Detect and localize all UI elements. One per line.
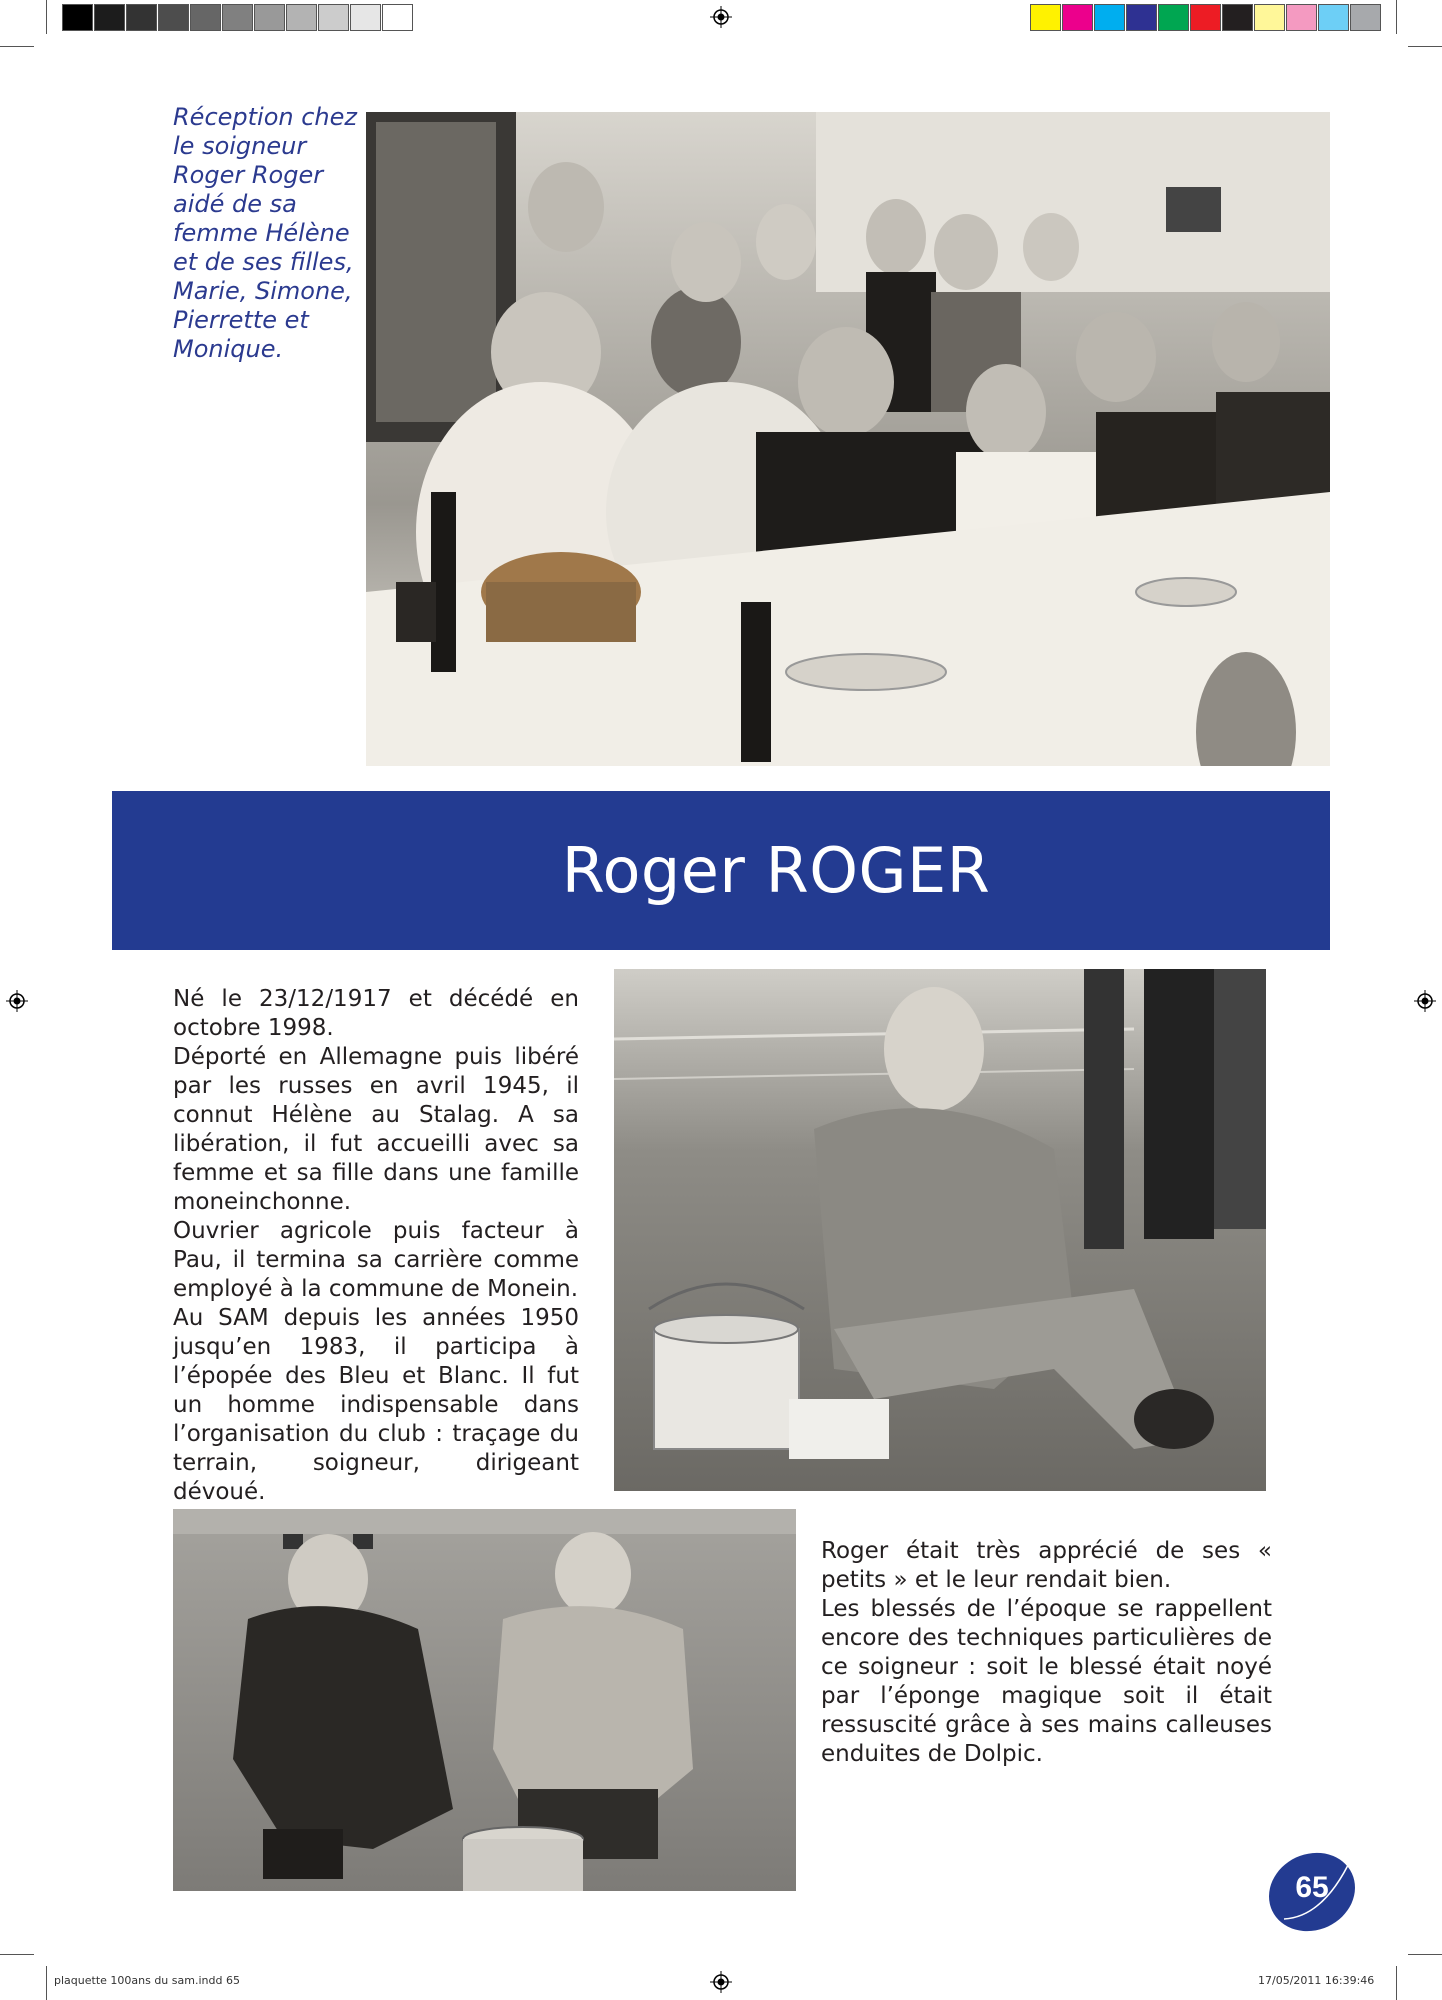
- gray-swatch: [94, 4, 125, 31]
- color-swatch: [1062, 4, 1093, 31]
- reception-group-photo: [366, 112, 1330, 766]
- gray-swatch: [158, 4, 189, 31]
- crop-mark: [1408, 46, 1442, 47]
- paragraph: Déporté en Allemagne puis libéré par les russes en avril 1945, il connut Hélène au Stalag. A sa libération, il fut accueilli avec sa femme et sa fille dans une famille moneinchonne.: [173, 1044, 579, 1215]
- gray-swatch: [222, 4, 253, 31]
- footer-timestamp: 17/05/2011 16:39:46: [1258, 1974, 1375, 1987]
- page-number: 65: [1295, 1871, 1329, 1904]
- seated-trainer-photo: [614, 969, 1266, 1491]
- page-number-badge: [1264, 1847, 1360, 1933]
- caption-line: Pierrette et: [173, 306, 309, 334]
- paragraph: Roger était très apprécié de ses « petits » et le leur rendait bien.: [821, 1538, 1272, 1593]
- color-swatch: [1094, 4, 1125, 31]
- crop-mark: [1396, 0, 1397, 34]
- registration-mark-icon: [1414, 990, 1436, 1012]
- crop-mark: [0, 1954, 34, 1955]
- gray-swatch: [350, 4, 381, 31]
- photo-caption: [173, 103, 363, 364]
- caption-line: le soigneur: [173, 132, 307, 160]
- crop-mark: [1396, 1966, 1397, 2000]
- gray-swatch: [318, 4, 349, 31]
- paragraph: Ouvrier agricole puis facteur à Pau, il termina sa carrière comme employé à la commune de Monein.: [173, 1218, 579, 1302]
- caption-line: Roger Roger: [173, 161, 324, 189]
- anecdote-text: [821, 1537, 1272, 1769]
- crop-mark: [0, 46, 34, 47]
- crop-mark: [1408, 1954, 1442, 1955]
- gray-swatch: [62, 4, 93, 31]
- caption-line: Réception chez: [173, 103, 358, 131]
- caption-line: et de ses filles,: [173, 248, 354, 276]
- registration-mark-icon: [710, 1971, 732, 1993]
- color-swatch: [1350, 4, 1381, 31]
- color-swatch: [1190, 4, 1221, 31]
- gray-swatch: [286, 4, 317, 31]
- color-swatch: [1254, 4, 1285, 31]
- crouching-men-photo: [173, 1509, 796, 1891]
- color-swatch: [1222, 4, 1253, 31]
- gray-swatch: [126, 4, 157, 31]
- caption-line: aidé de sa: [173, 190, 297, 218]
- color-swatch: [1126, 4, 1157, 31]
- biography-text: [173, 985, 579, 1507]
- color-swatch: [1030, 4, 1061, 31]
- registration-mark-icon: [710, 6, 732, 28]
- paragraph: Les blessés de l’époque se rappellent encore des techniques particulières de ce soigneur : soit le blessé était noyé par l’éponge magique soit il était ressuscité grâce à ses mains calleuses enduites de Dolpic.: [821, 1596, 1272, 1767]
- gray-swatch: [382, 4, 413, 31]
- color-swatch: [1318, 4, 1349, 31]
- registration-mark-icon: [6, 990, 28, 1012]
- gray-swatch: [190, 4, 221, 31]
- color-swatch: [1158, 4, 1189, 31]
- caption-line: Monique.: [173, 335, 284, 363]
- crop-mark: [46, 1966, 47, 2000]
- color-swatch: [1286, 4, 1317, 31]
- caption-line: femme Hélène: [173, 219, 350, 247]
- paragraph: Au SAM depuis les années 1950 jusqu’en 1983, il participa à l’épopée des Bleu et Blanc. Il fut un homme indispensable dans l’organisation du club : traçage du terrain, soigneur, dirigeant dévoué.: [173, 1305, 579, 1505]
- title-banner: [112, 791, 1330, 950]
- footer-filename: plaquette 100ans du sam.indd 65: [54, 1974, 240, 1987]
- gray-swatch: [254, 4, 285, 31]
- crop-mark: [46, 0, 47, 34]
- page-title: Roger ROGER: [561, 834, 991, 907]
- paragraph: Né le 23/12/1917 et décédé en octobre 1998.: [173, 986, 579, 1041]
- caption-line: Marie, Simone,: [173, 277, 353, 305]
